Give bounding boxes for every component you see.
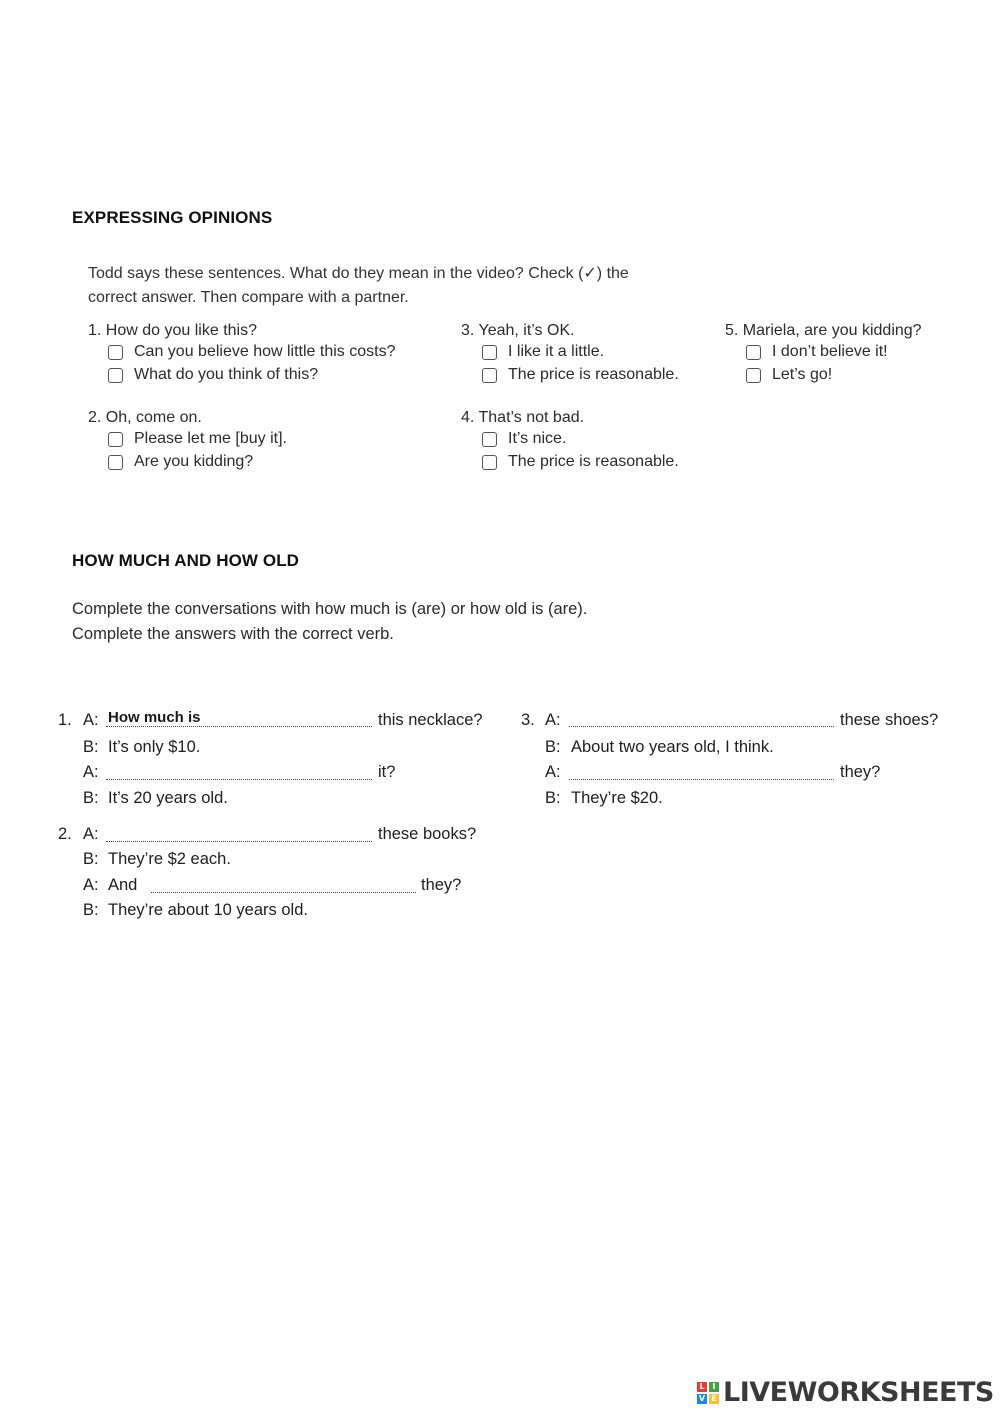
option: What do you think of this? — [108, 364, 395, 386]
instruction-line-2: correct answer. Then compare with a partner. — [88, 289, 409, 306]
checkbox[interactable] — [108, 345, 123, 360]
instruction-line-1: Complete the conversations with how much is (are) or how old is (are). — [72, 600, 588, 618]
option: Please let me [buy it]. — [108, 428, 287, 450]
speaker-a: A: — [83, 825, 99, 843]
speaker-a: A: — [83, 876, 99, 894]
checkbox[interactable] — [108, 455, 123, 470]
liveworksheets-logo — [697, 1377, 994, 1408]
question-prompt: 5. Mariela, are you kidding? — [725, 322, 922, 339]
logo-text: LIVEWORKSHEETS — [723, 1377, 994, 1408]
option: Let’s go! — [746, 364, 922, 386]
answer-text: It’s 20 years old. — [108, 789, 228, 807]
question-2 — [88, 409, 287, 473]
question-5 — [725, 322, 922, 386]
logo-block: E — [709, 1394, 719, 1404]
section-title-expressing-opinions: EXPRESSING OPINIONS — [72, 208, 273, 227]
speaker-b: B: — [83, 901, 99, 919]
question-3 — [461, 322, 679, 386]
speaker-a: A: — [545, 763, 561, 781]
question-prompt: 3. Yeah, it’s OK. — [461, 322, 575, 339]
logo-block: V — [698, 1393, 706, 1403]
answer-blank[interactable] — [106, 824, 372, 842]
checkbox[interactable] — [482, 432, 497, 447]
checkbox[interactable] — [482, 368, 497, 383]
line-prefix: And — [108, 876, 138, 894]
line-end: these shoes? — [840, 711, 939, 729]
answer-blank[interactable] — [151, 875, 416, 893]
option: The price is reasonable. — [482, 364, 679, 386]
answer-blank[interactable] — [106, 709, 372, 727]
speaker-a: A: — [545, 711, 561, 729]
answer-blank[interactable] — [569, 709, 834, 727]
instructions-2 — [72, 597, 587, 647]
checkbox[interactable] — [746, 368, 761, 383]
instruction-line-2: Complete the answers with the correct verb. — [72, 625, 394, 643]
conversation-number: 1. — [58, 711, 72, 729]
checkbox[interactable] — [108, 368, 123, 383]
checkbox[interactable] — [746, 345, 761, 360]
option: It’s nice. — [482, 428, 679, 450]
question-prompt: 2. Oh, come on. — [88, 409, 202, 426]
checkbox[interactable] — [482, 455, 497, 470]
line-end: this necklace? — [378, 711, 483, 729]
answer-blank[interactable] — [569, 762, 834, 780]
section-title-how-much-how-old: HOW MUCH AND HOW OLD — [72, 551, 300, 570]
line-end: they? — [421, 876, 462, 894]
logo-block: I — [709, 1382, 719, 1392]
answer-text: It’s only $10. — [108, 738, 201, 756]
answer-text: They’re about 10 years old. — [108, 901, 308, 919]
option: I don’t believe it! — [746, 341, 922, 363]
line-end: they? — [840, 763, 881, 781]
answer-text: They’re $20. — [571, 789, 663, 807]
option: Can you believe how little this costs? — [108, 341, 395, 363]
logo-block: L — [697, 1382, 707, 1392]
instruction-line-1: Todd says these sentences. What do they mean in the video? Check (✓) the — [88, 265, 629, 282]
answer-text: They’re $2 each. — [108, 850, 231, 868]
question-1 — [88, 322, 395, 386]
checkbox[interactable] — [482, 345, 497, 360]
logo-blocks-icon — [697, 1382, 719, 1404]
option: I like it a little. — [482, 341, 679, 363]
checkbox[interactable] — [108, 432, 123, 447]
option: Are you kidding? — [108, 451, 287, 473]
answer-blank[interactable] — [106, 762, 372, 780]
answer-text: About two years old, I think. — [571, 738, 774, 756]
speaker-b: B: — [83, 738, 99, 756]
conversation-number: 3. — [521, 711, 535, 729]
question-4 — [461, 409, 679, 473]
speaker-a: A: — [83, 763, 99, 781]
option: The price is reasonable. — [482, 451, 679, 473]
question-prompt: 1. How do you like this? — [88, 322, 257, 339]
instructions — [88, 262, 629, 310]
question-prompt: 4. That’s not bad. — [461, 409, 585, 426]
speaker-b: B: — [83, 850, 99, 868]
conversation-number: 2. — [58, 825, 72, 843]
speaker-b: B: — [545, 738, 561, 756]
speaker-b: B: — [545, 789, 561, 807]
line-end: it? — [378, 763, 396, 781]
speaker-b: B: — [83, 789, 99, 807]
speaker-a: A: — [83, 711, 99, 729]
line-end: these books? — [378, 825, 477, 843]
